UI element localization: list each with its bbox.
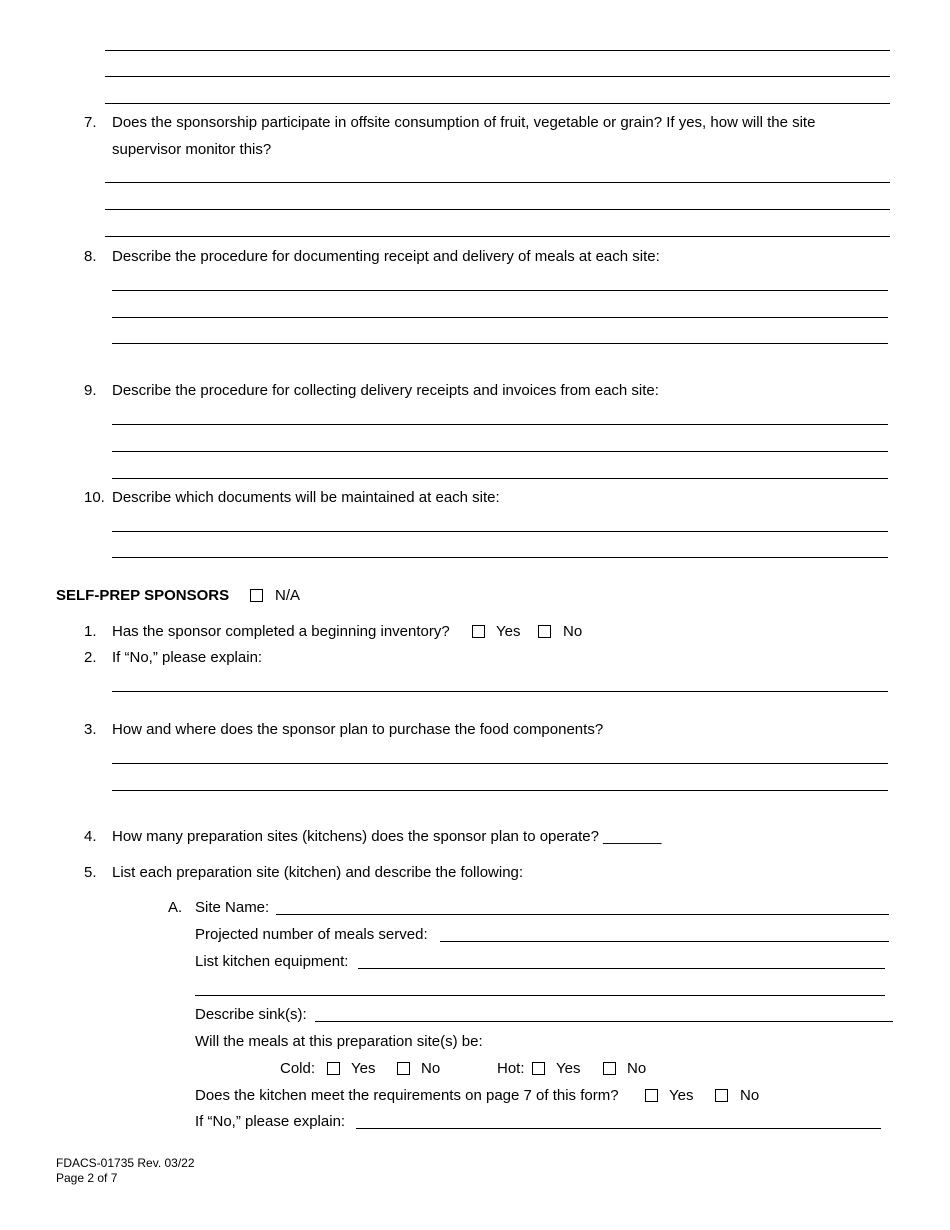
kitchen-equipment-label: List kitchen equipment: <box>195 953 349 970</box>
question-7-text: Does the sponsorship participate in offsite consumption of fruit, vegetable or grain? If yes, how will the site <box>112 114 816 131</box>
site-a-letter: A. <box>168 899 183 916</box>
q7-answer-line[interactable] <box>105 182 890 183</box>
page-number: Page 2 of 7 <box>56 1171 118 1185</box>
requirements-question: Does the kitchen meet the requirements on page 7 of this form? <box>195 1087 619 1104</box>
meals-question: Will the meals at this preparation site(s) be: <box>195 1033 483 1050</box>
hot-no-label: No <box>627 1060 647 1077</box>
sp-q3-number: 3. <box>84 721 97 738</box>
inventory-no-checkbox[interactable] <box>538 625 551 638</box>
q9-answer-line[interactable] <box>112 424 888 425</box>
question-9-number: 9. <box>84 382 97 399</box>
hot-no-checkbox[interactable] <box>603 1062 616 1075</box>
cold-yes-label: Yes <box>351 1060 376 1077</box>
inventory-yes-label: Yes <box>496 623 521 640</box>
projected-meals-label: Projected number of meals served: <box>195 926 428 943</box>
na-label: N/A <box>275 587 301 604</box>
question-8-number: 8. <box>84 248 97 265</box>
sp-q3-text: How and where does the sponsor plan to purchase the food components? <box>112 721 604 738</box>
site-name-label: Site Name: <box>195 899 270 916</box>
q10-answer-line[interactable] <box>112 557 888 558</box>
sp-q4-number: 4. <box>84 828 97 845</box>
kitchen-equipment-field-cont[interactable] <box>195 995 885 996</box>
sp-q5-text: List each preparation site (kitchen) and describe the following: <box>112 864 524 881</box>
cold-no-label: No <box>421 1060 441 1077</box>
requirements-yes-checkbox[interactable] <box>645 1089 658 1102</box>
q8-answer-line[interactable] <box>112 290 888 291</box>
sp-q2-text: If “No,” please explain: <box>112 649 263 666</box>
question-8-text: Describe the procedure for documenting receipt and delivery of meals at each site: <box>112 248 660 265</box>
question-10-text: Describe which documents will be maintained at each site: <box>112 489 500 506</box>
q8-answer-line[interactable] <box>112 317 888 318</box>
question-7-number: 7. <box>84 114 97 131</box>
cold-no-checkbox[interactable] <box>397 1062 410 1075</box>
cold-yes-checkbox[interactable] <box>327 1062 340 1075</box>
explain-label: If “No,” please explain: <box>195 1113 346 1130</box>
requirements-yes-label: Yes <box>669 1087 694 1104</box>
q9-answer-line[interactable] <box>112 478 888 479</box>
q10-answer-line[interactable] <box>112 531 888 532</box>
hot-yes-checkbox[interactable] <box>532 1062 545 1075</box>
question-7-text-cont: supervisor monitor this? <box>112 141 272 158</box>
sp-q4-text: How many preparation sites (kitchens) does the sponsor plan to operate? _______ <box>112 828 662 845</box>
q7-answer-line[interactable] <box>105 236 890 237</box>
form-id: FDACS-01735 Rev. 03/22 <box>56 1156 195 1170</box>
cold-label: Cold: <box>280 1060 316 1077</box>
projected-meals-field[interactable] <box>440 941 889 942</box>
inventory-yes-checkbox[interactable] <box>472 625 485 638</box>
question-9-text: Describe the procedure for collecting delivery receipts and invoices from each site: <box>112 382 659 399</box>
q9-answer-line[interactable] <box>112 451 888 452</box>
sp-q2-number: 2. <box>84 649 97 666</box>
sp-q3-answer-line[interactable] <box>112 763 888 764</box>
sp-q1-text: Has the sponsor completed a beginning inventory? <box>112 623 450 640</box>
answer-line[interactable] <box>105 76 890 77</box>
sp-q2-answer-line[interactable] <box>112 691 888 692</box>
question-10-number: 10. <box>84 489 105 506</box>
requirements-no-label: No <box>740 1087 760 1104</box>
q7-answer-line[interactable] <box>105 209 890 210</box>
describe-sinks-field[interactable] <box>315 1021 893 1022</box>
hot-label: Hot: <box>497 1060 525 1077</box>
sp-q3-answer-line[interactable] <box>112 790 888 791</box>
answer-line[interactable] <box>105 50 890 51</box>
kitchen-equipment-field[interactable] <box>358 968 885 969</box>
section-heading-self-prep: SELF-PREP SPONSORS <box>56 587 230 604</box>
requirements-no-checkbox[interactable] <box>715 1089 728 1102</box>
describe-sinks-label: Describe sink(s): <box>195 1006 307 1023</box>
explain-field[interactable] <box>356 1128 881 1129</box>
q8-answer-line[interactable] <box>112 343 888 344</box>
site-name-field[interactable] <box>276 914 889 915</box>
sp-q5-number: 5. <box>84 864 97 881</box>
inventory-no-label: No <box>563 623 583 640</box>
na-checkbox[interactable] <box>250 589 263 602</box>
hot-yes-label: Yes <box>556 1060 581 1077</box>
answer-line[interactable] <box>105 103 890 104</box>
sp-q1-number: 1. <box>84 623 97 640</box>
